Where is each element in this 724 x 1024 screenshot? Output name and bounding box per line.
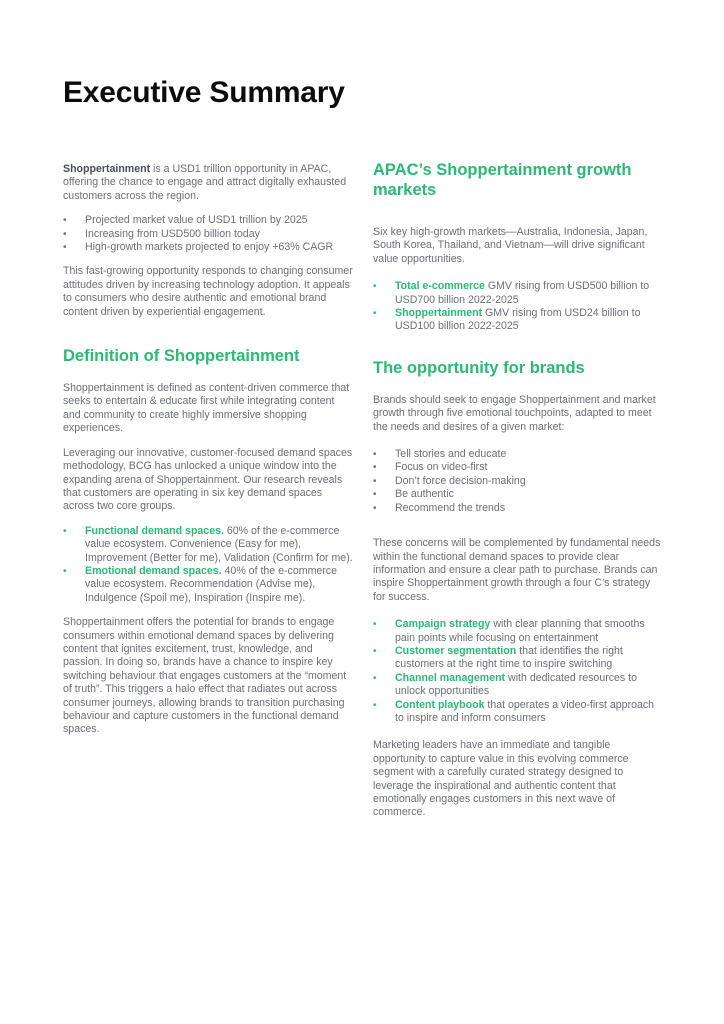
ecommerce-term: Total e-commerce: [395, 280, 485, 293]
channel-term: Channel management: [395, 671, 506, 684]
emotional-desc: 40% of the e-commerce value ecosystem. Recommendation (Advise me), Indulgence (Spoil me), Inspiration (Inspire me).: [85, 564, 337, 604]
apac-bullets: [373, 280, 665, 334]
list-item: [373, 672, 665, 699]
demand-space-bullets: [63, 525, 355, 605]
definition-heading: Definition of Shoppertainment: [63, 347, 300, 366]
list-item: [63, 565, 355, 605]
touchpoint-bullets: [373, 448, 665, 515]
list-item: • Focus on video-first: [373, 461, 665, 474]
list-item: • Tell stories and educate: [373, 448, 665, 461]
functional-desc: 60% of the e-commerce value ecosystem. Convenience (Easy for me), Improvement (Better for me), Validation (Confirm for me).: [85, 524, 353, 564]
list-item: • Don’t force decision-making: [373, 475, 665, 488]
campaign-desc: with clear planning that smooths pain points while focusing on entertainment: [395, 618, 645, 644]
list-item: [373, 618, 665, 645]
intro-lead-term: Shoppertainment: [63, 163, 151, 175]
four-cs-bullets: [373, 618, 665, 725]
opportunity-paragraph-1: Brands should seek to engage Shoppertainment and market growth through five emotional touchpoints, adapted to meet the needs and desires of a given market:: [373, 393, 656, 433]
content-term: Content playbook: [395, 698, 485, 711]
list-item: • Increasing from USD500 billion today: [63, 228, 355, 241]
definition-paragraph-3: Shoppertainment offers the potential for brands to engage consumers within emotional demand spaces by delivering content that ignites excitement, trust, knowledge, and passion. In doing so, brands have a chance to inspire key switching behaviour that engages customers at the “moment of truth”. This triggers a halo effect that radiates out across consumer journeys, allowing brands to transition purchasing behaviour and capture customers in the functional demand spaces.: [63, 616, 347, 736]
list-item: • High-growth markets projected to enjoy +63% CAGR: [63, 241, 355, 254]
content-desc: that operates a video-first approach to inspire and inform consumers: [395, 698, 655, 724]
segmentation-term: Customer segmentation: [395, 644, 517, 657]
intro-bullets: [63, 214, 355, 254]
list-item: • Projected market value of USD1 trillion by 2025: [63, 214, 355, 227]
channel-desc: with dedicated resources to unlock opportunities: [395, 671, 637, 698]
page-title: Executive Summary: [63, 76, 345, 109]
list-item: [373, 280, 665, 307]
list-item: • Recommend the trends: [373, 502, 665, 515]
list-item: [373, 699, 665, 726]
apac-heading: APAC’s Shoppertainment growth markets: [373, 161, 632, 199]
opportunity-paragraph-3: Marketing leaders have an immediate and tangible opportunity to capture value in this evolving commerce segment with a carefully curated strategy designed to leverage the inspirational and authentic content that emotionally engages customers in this next wave of commerce.: [373, 739, 629, 819]
list-item: [373, 307, 665, 334]
segmentation-desc: that identifies the right customers at the right time to inspire switching: [395, 644, 623, 671]
intro-paragraph: [63, 163, 355, 203]
definition-paragraph-1: Shoppertainment is defined as content-driven commerce that seeks to entertain & educate first while integrating content and community to create highly immersive shopping experiences.: [63, 382, 350, 435]
intro-lead-rest: is a USD1 trillion opportunity in APAC, offering the chance to engage and attract digitally exhausted customers across the region.: [63, 163, 347, 202]
apac-paragraph: Six key high-growth markets—Australia, Indonesia, Japan, South Korea, Thailand, and Vietnam—will drive significant value opportunities.: [373, 226, 648, 265]
shoppertainment-term: Shoppertainment: [395, 307, 483, 320]
left-column: [63, 160, 355, 737]
opportunity-paragraph-2: These concerns will be complemented by fundamental needs within the functional demand spaces to provide clear information and ensure a clear path to purchase. Brands can inspire Shoppertainment growth through a four C’s strategy for success.: [373, 537, 661, 603]
emotional-term: Emotional demand spaces.: [85, 564, 222, 577]
list-item: [63, 525, 355, 565]
campaign-term: Campaign strategy: [395, 618, 491, 631]
definition-paragraph-2: Leveraging our innovative, customer-focused demand spaces methodology, BCG has unlocked a unique window into the expanding arena of Shoppertainment. Our research reveals that customers are operating in six key demand spaces across two core groups.: [63, 446, 353, 513]
intro-closing: This fast-growing opportunity responds to changing consumer attitudes driven by increasing technology adoption. It appeals to consumers who desire authentic and emotional brand content driven by experiential engagement.: [63, 265, 353, 318]
functional-term: Functional demand spaces.: [85, 524, 224, 537]
opportunity-heading: The opportunity for brands: [373, 358, 585, 377]
list-item: [373, 645, 665, 672]
list-item: • Be authentic: [373, 488, 665, 501]
shoppertainment-desc: GMV rising from USD24 billion to USD100 billion 2022-2025: [395, 307, 641, 333]
ecommerce-desc: GMV rising from USD500 billion to USD700 billion 2022-2025: [395, 280, 650, 306]
right-column: [373, 160, 665, 820]
